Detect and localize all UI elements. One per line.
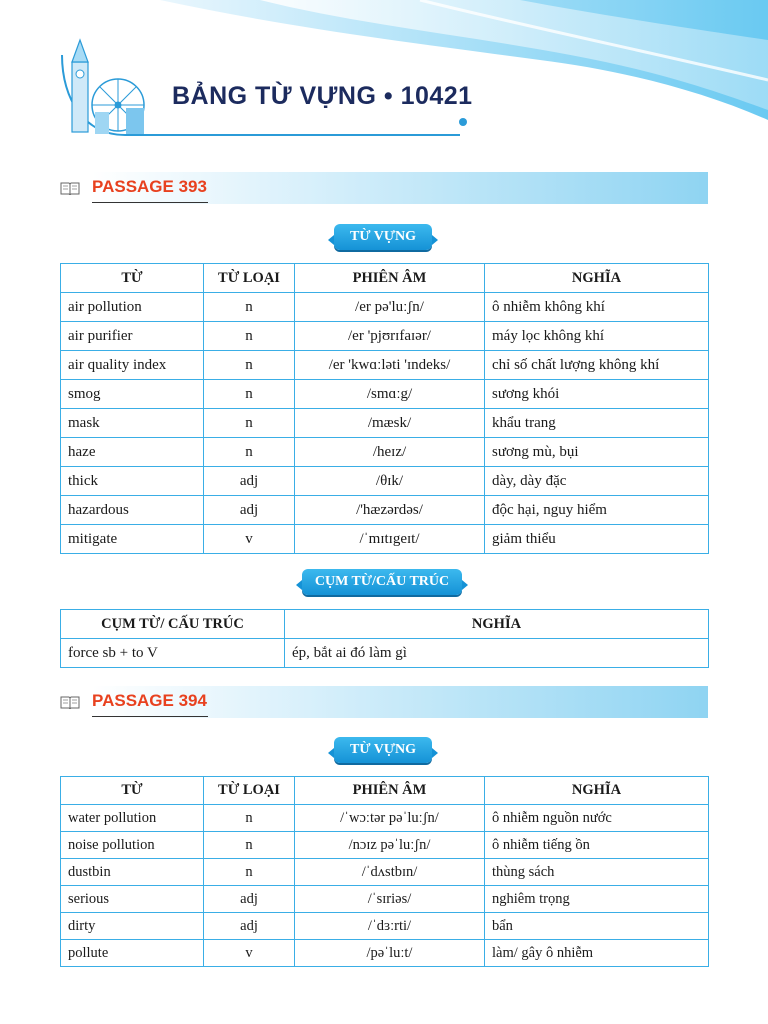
cell-pos: adj: [204, 467, 295, 496]
vocab-label: TỪ VỰNG: [334, 737, 432, 763]
cell-ipa: /θɪk/: [295, 467, 485, 496]
cell-word: mask: [61, 409, 204, 438]
cell-meaning: ép, bắt ai đó làm gì: [285, 639, 709, 668]
table-row: [61, 859, 709, 886]
cell-pos: n: [204, 322, 295, 351]
col-header-meaning: NGHĨA: [485, 264, 709, 293]
cell-ipa: /mæsk/: [295, 409, 485, 438]
col-header-phrase: CỤM TỪ/ CẤU TRÚC: [61, 610, 285, 639]
col-header-meaning: NGHĨA: [285, 610, 709, 639]
cell-word: pollute: [61, 940, 204, 967]
cell-meaning: thùng sách: [485, 859, 709, 886]
cell-word: air quality index: [61, 351, 204, 380]
table-row: [61, 525, 709, 554]
cell-pos: adj: [204, 913, 295, 940]
cell-word: serious: [61, 886, 204, 913]
cell-ipa: /'hæzərdəs/: [295, 496, 485, 525]
table-row: [61, 886, 709, 913]
cell-meaning: độc hại, nguy hiểm: [485, 496, 709, 525]
table-row: [61, 322, 709, 351]
col-header-pos: TỪ LOẠI: [204, 777, 295, 805]
table-row: [61, 351, 709, 380]
page-title: BẢNG TỪ VỰNG • 10421: [172, 82, 473, 110]
cell-word: haze: [61, 438, 204, 467]
cell-ipa: /er 'pjʊrɪfaɪər/: [295, 322, 485, 351]
cell-pos: n: [204, 351, 295, 380]
open-book-icon: [60, 181, 80, 195]
table-row: [61, 496, 709, 525]
cell-ipa: /ˈwɔːtər pəˈluːʃn/: [295, 805, 485, 832]
cell-word: thick: [61, 467, 204, 496]
cell-ipa: /smɑːg/: [295, 380, 485, 409]
cell-ipa: /ˈdʌstbɪn/: [295, 859, 485, 886]
cell-phrase: force sb + to V: [61, 639, 285, 668]
cell-word: smog: [61, 380, 204, 409]
cell-word: mitigate: [61, 525, 204, 554]
cell-ipa: /er pə'luːʃn/: [295, 293, 485, 322]
table-row: [61, 639, 709, 668]
table-row: [61, 380, 709, 409]
col-header-pos: TỪ LOẠI: [204, 264, 295, 293]
cell-ipa: /er 'kwɑːləti 'ɪndeks/: [295, 351, 485, 380]
open-book-icon: [60, 695, 80, 709]
table-header-row: [61, 610, 709, 639]
table-row: [61, 913, 709, 940]
cell-meaning: ô nhiễm không khí: [485, 293, 709, 322]
cell-ipa: /pəˈluːt/: [295, 940, 485, 967]
cell-meaning: khẩu trang: [485, 409, 709, 438]
header-decoration: [0, 0, 768, 150]
cell-pos: v: [204, 525, 295, 554]
cell-meaning: máy lọc không khí: [485, 322, 709, 351]
cell-word: dirty: [61, 913, 204, 940]
cell-pos: n: [204, 293, 295, 322]
cell-meaning: sương khói: [485, 380, 709, 409]
vocab-table-394: [60, 776, 709, 967]
table-row: [61, 832, 709, 859]
table-row: [61, 293, 709, 322]
table-row: [61, 940, 709, 967]
table-row: [61, 438, 709, 467]
cell-meaning: ô nhiễm tiếng ồn: [485, 832, 709, 859]
cell-pos: n: [204, 380, 295, 409]
vocab-label: TỪ VỰNG: [334, 224, 432, 250]
cell-meaning: ô nhiễm nguồn nước: [485, 805, 709, 832]
col-header-meaning: NGHĨA: [485, 777, 709, 805]
cell-meaning: dày, dày đặc: [485, 467, 709, 496]
passage-393-header: [60, 172, 708, 204]
table-row: [61, 467, 709, 496]
cell-word: air purifier: [61, 322, 204, 351]
cell-ipa: /ˈmɪtɪgeɪt/: [295, 525, 485, 554]
cell-pos: adj: [204, 496, 295, 525]
cell-meaning: làm/ gây ô nhiễm: [485, 940, 709, 967]
col-header-ipa: PHIÊN ÂM: [295, 264, 485, 293]
passage-title: PASSAGE 393: [92, 177, 207, 196]
cell-pos: n: [204, 859, 295, 886]
cell-meaning: bẩn: [485, 913, 709, 940]
col-header-word: TỪ: [61, 264, 204, 293]
cell-pos: adj: [204, 886, 295, 913]
cell-meaning: sương mù, bụi: [485, 438, 709, 467]
cell-word: hazardous: [61, 496, 204, 525]
cell-word: noise pollution: [61, 832, 204, 859]
vocab-table-393: [60, 263, 709, 554]
phrase-table-393: [60, 609, 709, 668]
phrase-label: CỤM TỪ/CẤU TRÚC: [302, 569, 462, 595]
cell-word: dustbin: [61, 859, 204, 886]
cell-word: air pollution: [61, 293, 204, 322]
cell-word: water pollution: [61, 805, 204, 832]
cell-meaning: giảm thiểu: [485, 525, 709, 554]
table-row: [61, 409, 709, 438]
passage-394-header: [60, 686, 708, 718]
cell-meaning: chỉ số chất lượng không khí: [485, 351, 709, 380]
cell-ipa: /ˈdɜːrti/: [295, 913, 485, 940]
cell-pos: n: [204, 805, 295, 832]
col-header-word: TỪ: [61, 777, 204, 805]
cell-ipa: /nɔɪz pəˈluːʃn/: [295, 832, 485, 859]
passage-title-underline: [92, 716, 208, 717]
cell-pos: v: [204, 940, 295, 967]
passage-title: PASSAGE 394: [92, 691, 207, 710]
col-header-ipa: PHIÊN ÂM: [295, 777, 485, 805]
cell-pos: n: [204, 409, 295, 438]
cell-ipa: /heɪz/: [295, 438, 485, 467]
table-row: [61, 805, 709, 832]
table-header-row: [61, 777, 709, 805]
cell-pos: n: [204, 832, 295, 859]
cell-pos: n: [204, 438, 295, 467]
passage-title-underline: [92, 202, 208, 203]
cell-ipa: /ˈsɪriəs/: [295, 886, 485, 913]
cell-meaning: nghiêm trọng: [485, 886, 709, 913]
table-header-row: [61, 264, 709, 293]
